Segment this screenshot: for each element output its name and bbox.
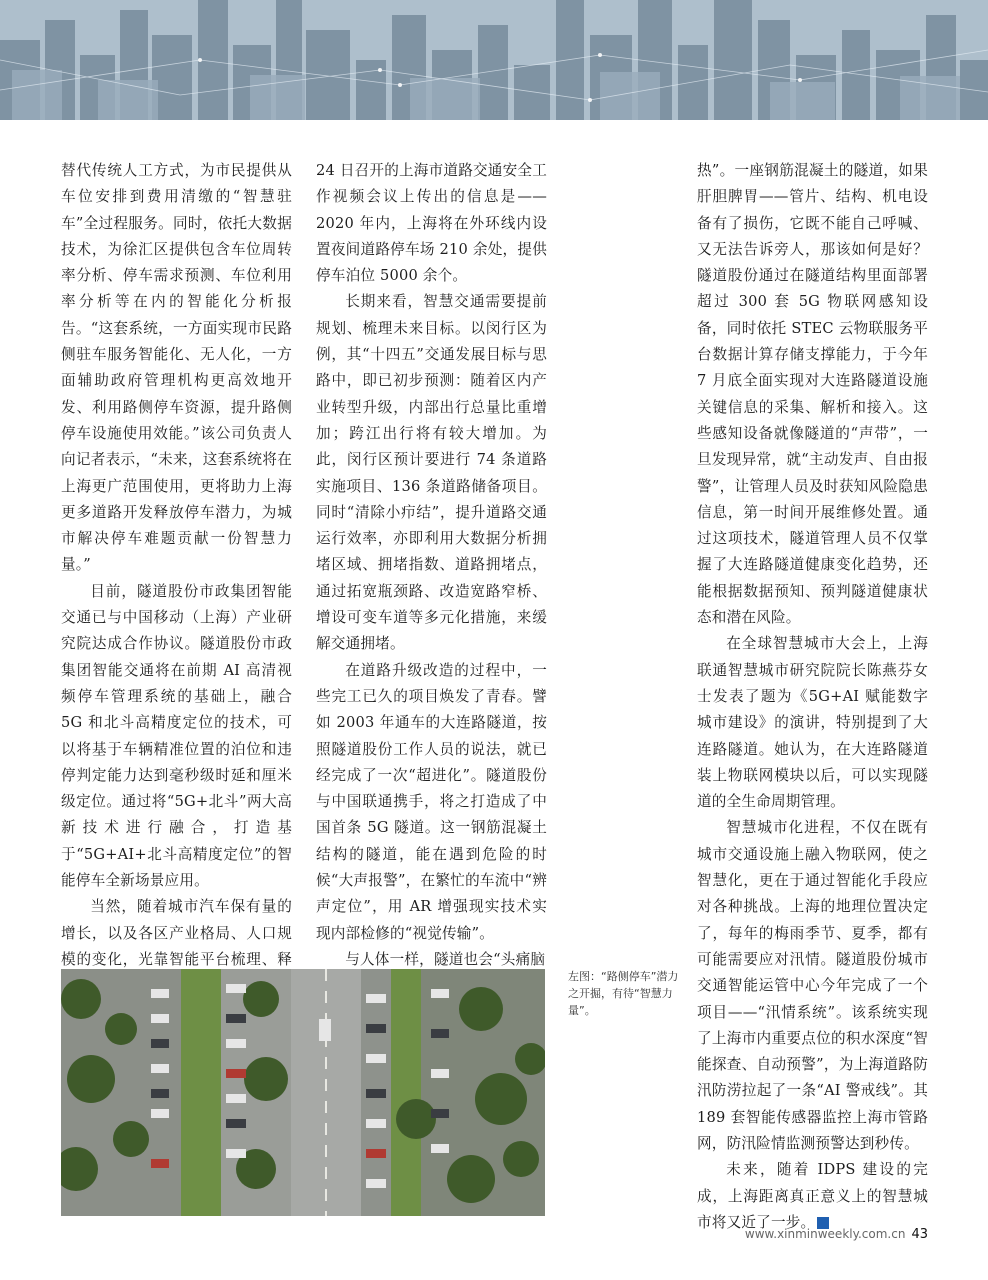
header-skyline-image	[0, 0, 988, 120]
paragraph: 当然，随着城市汽车保有量的增长，以及各区产业格局、人口规模的变化，光靠智能平台梳理、释	[61, 898, 292, 968]
paragraph: 热”。一座钢筋混凝土的隧道，如果肝胆脾胃——管片、结构、机电设备有了损伤，它既不能自己呼喊、又无法告诉旁人，那该如何是好？隧道股份通过在隧道结构里面部署超过 300 套 5G 物联网感知设备，同时依托 STEC 云物联服务平台数据计算存储支撑能力，于今年 7 月底全面实现对大连路隧道设施关键信息的采集、解析和接入。这些感知设备就像隧道的“声带”，一旦发现异常，就“主动发声、自由报警”，让管理人员及时获知风险隐患信息，第一时间开展维修处置。通过这项技术，隧道管理人员不仅掌握了大连路隧道健康变化趋势，还能根据数据预知、预判隧道健康状态和潜在风险。	[697, 162, 928, 627]
article-column-2	[316, 158, 547, 973]
end-mark-icon: 民	[817, 1217, 829, 1229]
page-footer	[700, 1227, 928, 1242]
paragraph: 替代传统人工方式，为市民提供从车位安排到费用清缴的“智慧驻车”全过程服务。同时，依托大数据技术，为徐汇区提供包含车位周转率分析、停车需求预测、车位利用率分析等在内的智能化分析报告。“这套系统，一方面实现市民路侧驻车服务智能化、无人化，一方面辅助政府管理机构更高效地开发、利用路侧停车资源，提升路侧停车设施使用效能。”该公司负责人向记者表示，“未来，这套系统将在上海更广范围使用，更将助力上海更多道路开发释放停车潜力，为城市解决停车难题贡献一份智慧力量。”	[61, 162, 292, 574]
paragraph-text: 未来，随着 IDPS 建设的完成，上海距离真正意义上的智慧城市将又近了一步。	[697, 1161, 928, 1231]
paragraph: 与人体一样，隧道也会“头痛脑	[345, 950, 546, 968]
paragraph: 目前，隧道股份市政集团智能交通已与中国移动（上海）产业研究院达成合作协议。隧道股份市政集团智能交通将在前期 AI 高清视频停车管理系统的基础上，融合 5G 和北斗高精度定位的技术，可以将基于车辆精准位置的泊位和违停判定能力达到毫秒级时延和厘米级定位。通过将“5G+北斗”两大高新技术进行融合，打造基于“5G+AI+北斗高精度定位”的智能停车全新场景应用。	[61, 582, 292, 890]
page-number: 43	[911, 1227, 928, 1242]
paragraph: 在全球智慧城市大会上，上海联通智慧城市研究院院长陈燕芬女士发表了题为《5G+AI 赋能数字城市建设》的演讲，特别提到了大连路隧道。她认为，在大连路隧道装上物联网模块以后，可以实现隧道的全生命周期管理。	[697, 635, 928, 811]
website-url: www.xinminweekly.com.cn	[744, 1227, 906, 1241]
paragraph: 智慧城市化进程，不仅在既有城市交通设施上融入物联网，使之智慧化，更在于通过智能化手段应对各种挑战。上海的地理位置决定了，每年的梅雨季节、夏季，都有可能需要应对汛情。隧道股份城市交通智能运管中心今年完成了一个项目——“汛情系统”。该系统实现了上海市内重要点位的积水深度“智能探查、自动预警”，为上海道路防汛防涝拉起了一条“AI 警戒线”。其 189 套智能传感器监控上海市管路网，防汛险情监测预警达到秒传。	[697, 819, 928, 1152]
article-column-1	[61, 158, 292, 1000]
paragraph: 在道路升级改造的过程中，一些完工已久的项目焕发了青春。譬如 2003 年通车的大连路隧道，按照隧道股份工作人员的说法，就已经完成了一次“超进化”。隧道股份与中国联通携手，将之打造成了中国首条 5G 隧道。这一钢筋混凝土结构的隧道，能在遇到危险的时候“大声报警”，在繁忙的车流中“辨声定位”，用 AR 增强现实技术实现内部检修的“视觉传输”。	[316, 661, 547, 942]
paragraph: 24 日召开的上海市道路交通安全工作视频会议上传出的信息是——2020 年内，上海将在外环线内设置夜间道路停车场 210 余处，提供停车泊位 5000 余个。	[316, 162, 547, 285]
paragraph: 长期来看，智慧交通需要提前规划、梳理未来目标。以闵行区为例，其“十四五”交通发展目标与思路中，即已初步预测：随着区内产业转型升级，内部出行总量比重增加；跨江出行将有较大增加。为此，闵行区预计要进行 74 条道路实施项目、136 条道路储备项目。同时“清除小疖结”，提升道路交通运行效率，亦即利用大数据分析拥堵区域、拥堵指数、道路拥堵点，通过拓宽瓶颈路、改造宽路窄桥、增设可变车道等多元化措施，来缓解交通拥堵。	[316, 293, 547, 653]
photo-caption: 左图：“路侧停车”潜力之开掘，有待“智慧力量”。	[568, 970, 679, 1017]
aerial-parking-photo	[61, 969, 545, 1216]
paragraph	[697, 1157, 928, 1236]
article-column-3	[697, 158, 928, 1236]
